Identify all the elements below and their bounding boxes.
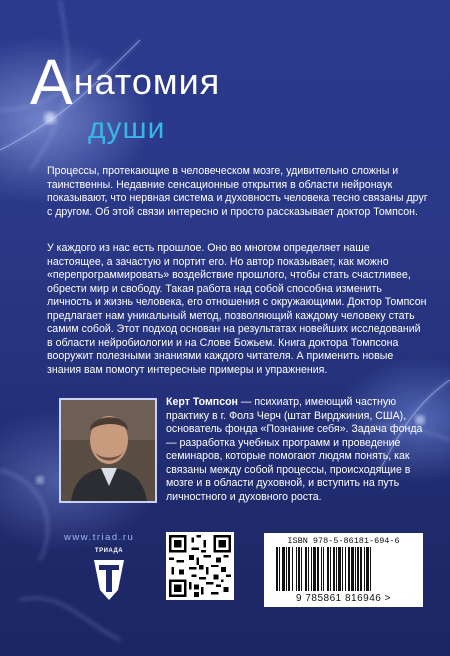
author-bio-text: — психиатр, имеющий частную практику в г. Фолз Черч (штат Вирджиния, США), основатель фонда «Познание себя». Задача фонда — разработка учебных программ и проведение семинаров, которые помогают людям понять, как связаны между собой процессы, происходящие в мозге и в области духовной, и вступить на путь личностного и духовного роста. xyxy=(166,396,423,503)
publisher-logo xyxy=(92,548,126,602)
title-subtitle: души xyxy=(88,112,166,145)
title-initial-letter: А xyxy=(30,46,74,118)
title-main-rest: натомия xyxy=(73,61,221,102)
qr-code-icon xyxy=(169,535,231,597)
author-portrait-image xyxy=(61,400,155,501)
qr-code xyxy=(166,532,234,600)
publisher-website[interactable]: www.triad.ru xyxy=(64,532,135,543)
author-name: Керт Томпсон xyxy=(166,396,238,408)
description-paragraph-2: У каждого из нас есть прошлое. Оно во многом определяет наше настоящее, а зачастую и портит его. Но автор показывает, как можно «перепрограммировать» воздействие прошлого, чтобы стать счастливее, обрести мир и свободу. Такая работа над собой способна изменить личность и жизнь человека, его отношения с окружающими. Доктор Томпсон предлагает нам уникальный метод, позволяющий каждому человеку стать самим собой. Этот подход основан на результатах новейших исследований в области нейробиологии и на Слове Божьем. Книга доктора Томпсона вооружит полезными знаниями каждого читателя. А применить новые знания вам помогут интересные примеры и упражнения. xyxy=(47,242,427,376)
book-title xyxy=(30,46,290,160)
title-main xyxy=(30,46,221,118)
publisher-logo-label: ТРИАДА xyxy=(94,548,124,554)
isbn-number: ISBN 978-5-86181-694-6 xyxy=(287,536,400,546)
author-bio xyxy=(166,396,431,504)
isbn-barcode xyxy=(264,533,423,607)
barcode-digits: 9 785861 816946 > xyxy=(296,593,391,604)
author-photo xyxy=(59,398,157,503)
publisher-logo-icon xyxy=(92,548,126,602)
description-paragraph-1: Процессы, протекающие в человеческом мозге, удивительно сложны и таинственны. Недавние сенсационные открытия в области нейронаук показывают, что нервная система и духовность человека тесно связаны друг с другом. Об этой связи интересно и просто рассказывает доктор Томпсон. xyxy=(47,165,428,218)
